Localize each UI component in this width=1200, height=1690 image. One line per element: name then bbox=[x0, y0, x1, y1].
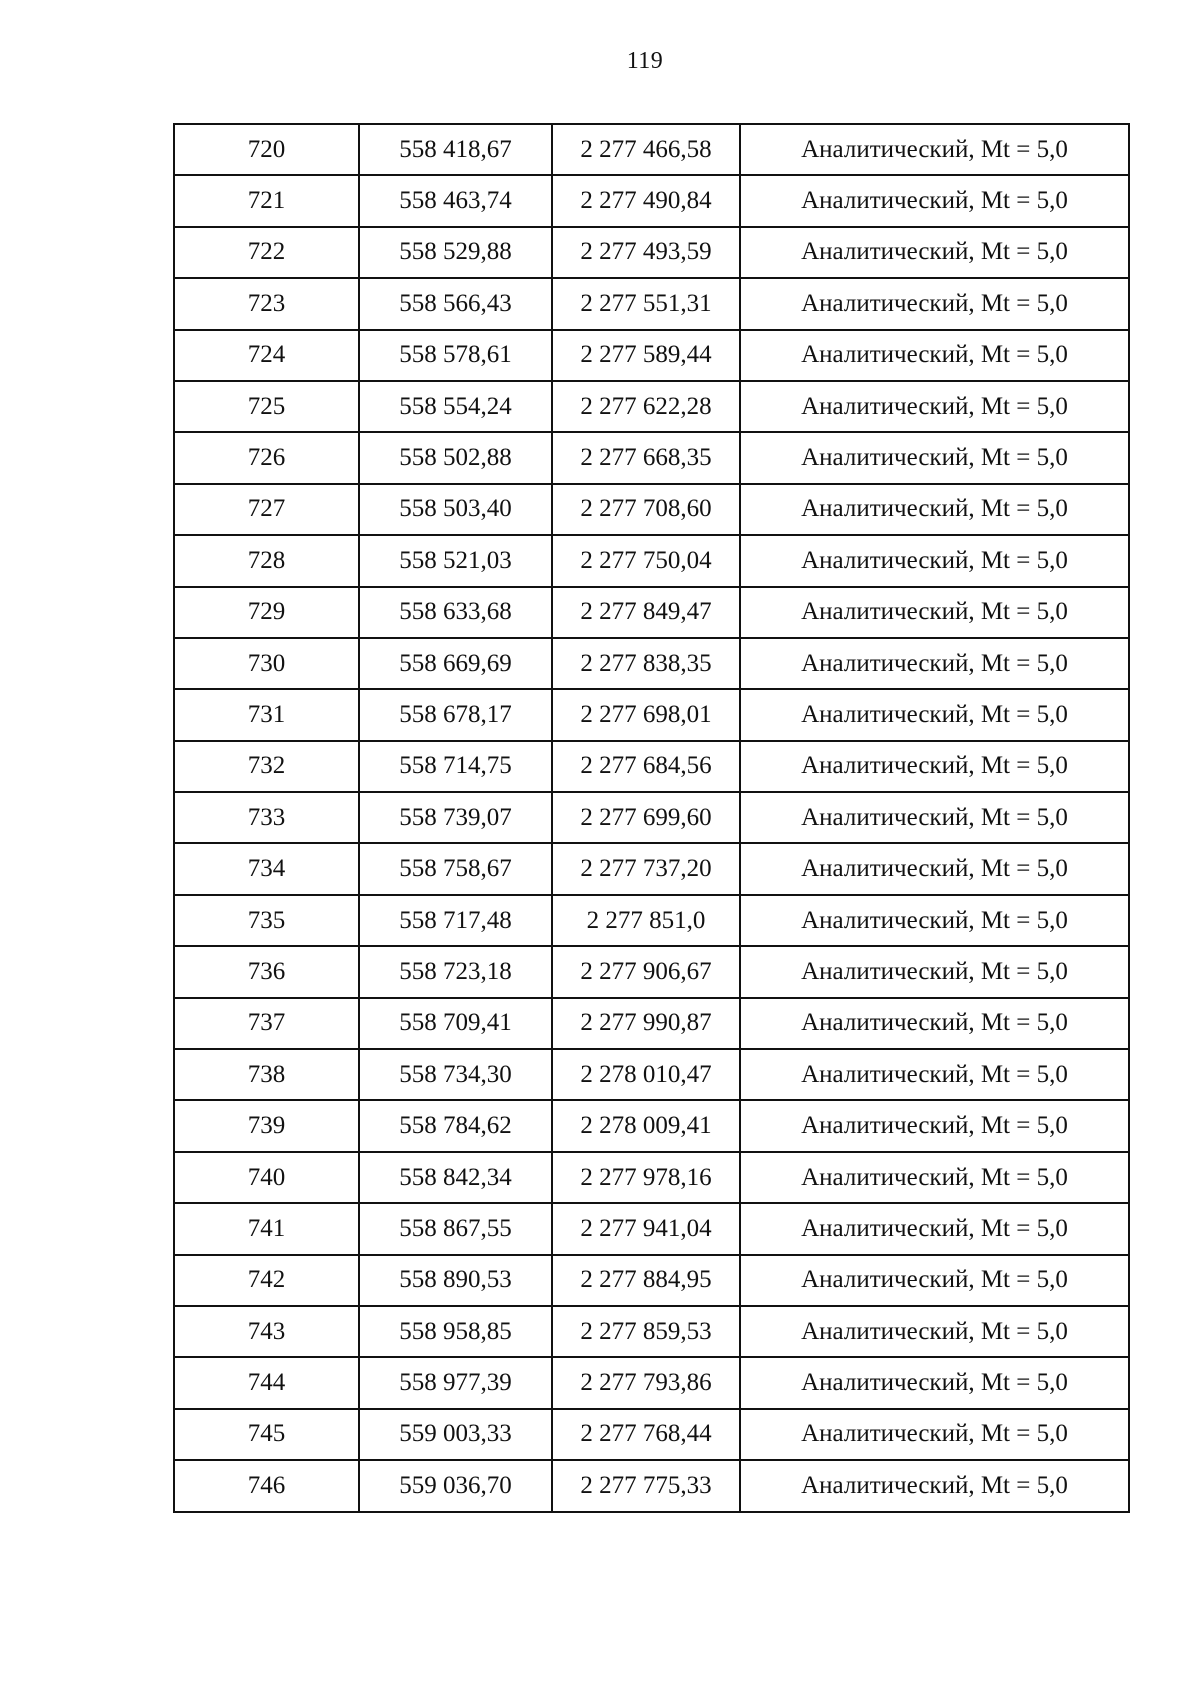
x-coordinate-cell: 558 633,68 bbox=[359, 587, 552, 638]
x-coordinate-cell: 558 958,85 bbox=[359, 1306, 552, 1357]
method-cell: Аналитический, Mt = 5,0 bbox=[740, 381, 1129, 432]
x-coordinate-cell: 558 758,67 bbox=[359, 843, 552, 894]
y-coordinate-cell: 2 277 884,95 bbox=[552, 1255, 740, 1306]
table-row bbox=[174, 330, 1129, 381]
point-number-cell: 732 bbox=[174, 741, 359, 792]
y-coordinate-cell: 2 277 768,44 bbox=[552, 1409, 740, 1460]
point-number-cell: 727 bbox=[174, 484, 359, 535]
method-cell: Аналитический, Mt = 5,0 bbox=[740, 227, 1129, 278]
table-row bbox=[174, 1203, 1129, 1254]
x-coordinate-cell: 558 503,40 bbox=[359, 484, 552, 535]
method-cell: Аналитический, Mt = 5,0 bbox=[740, 998, 1129, 1049]
point-number-cell: 720 bbox=[174, 124, 359, 175]
y-coordinate-cell: 2 277 708,60 bbox=[552, 484, 740, 535]
point-number-cell: 742 bbox=[174, 1255, 359, 1306]
x-coordinate-cell: 558 739,07 bbox=[359, 792, 552, 843]
x-coordinate-cell: 559 003,33 bbox=[359, 1409, 552, 1460]
x-coordinate-cell: 558 890,53 bbox=[359, 1255, 552, 1306]
point-number-cell: 725 bbox=[174, 381, 359, 432]
x-coordinate-cell: 558 734,30 bbox=[359, 1049, 552, 1100]
table-row bbox=[174, 1460, 1129, 1511]
x-coordinate-cell: 558 709,41 bbox=[359, 998, 552, 1049]
method-cell: Аналитический, Mt = 5,0 bbox=[740, 587, 1129, 638]
table-row bbox=[174, 1306, 1129, 1357]
y-coordinate-cell: 2 278 009,41 bbox=[552, 1100, 740, 1151]
x-coordinate-cell: 558 463,74 bbox=[359, 175, 552, 226]
table-row bbox=[174, 843, 1129, 894]
y-coordinate-cell: 2 277 941,04 bbox=[552, 1203, 740, 1254]
y-coordinate-cell: 2 277 978,16 bbox=[552, 1152, 740, 1203]
method-cell: Аналитический, Mt = 5,0 bbox=[740, 1460, 1129, 1511]
method-cell: Аналитический, Mt = 5,0 bbox=[740, 1100, 1129, 1151]
method-cell: Аналитический, Mt = 5,0 bbox=[740, 1409, 1129, 1460]
point-number-cell: 740 bbox=[174, 1152, 359, 1203]
point-number-cell: 739 bbox=[174, 1100, 359, 1151]
coordinates-table bbox=[173, 123, 1130, 1513]
x-coordinate-cell: 558 867,55 bbox=[359, 1203, 552, 1254]
point-number-cell: 735 bbox=[174, 895, 359, 946]
x-coordinate-cell: 559 036,70 bbox=[359, 1460, 552, 1511]
y-coordinate-cell: 2 277 775,33 bbox=[552, 1460, 740, 1511]
y-coordinate-cell: 2 277 838,35 bbox=[552, 638, 740, 689]
point-number-cell: 726 bbox=[174, 432, 359, 483]
method-cell: Аналитический, Mt = 5,0 bbox=[740, 1203, 1129, 1254]
page-number: 119 bbox=[626, 48, 664, 74]
y-coordinate-cell: 2 277 589,44 bbox=[552, 330, 740, 381]
method-cell: Аналитический, Mt = 5,0 bbox=[740, 895, 1129, 946]
method-cell: Аналитический, Mt = 5,0 bbox=[740, 175, 1129, 226]
y-coordinate-cell: 2 277 793,86 bbox=[552, 1357, 740, 1408]
method-cell: Аналитический, Mt = 5,0 bbox=[740, 432, 1129, 483]
method-cell: Аналитический, Mt = 5,0 bbox=[740, 1357, 1129, 1408]
table-row bbox=[174, 1409, 1129, 1460]
y-coordinate-cell: 2 277 699,60 bbox=[552, 792, 740, 843]
x-coordinate-cell: 558 678,17 bbox=[359, 689, 552, 740]
point-number-cell: 743 bbox=[174, 1306, 359, 1357]
method-cell: Аналитический, Mt = 5,0 bbox=[740, 535, 1129, 586]
table-row bbox=[174, 381, 1129, 432]
table-row bbox=[174, 1152, 1129, 1203]
x-coordinate-cell: 558 502,88 bbox=[359, 432, 552, 483]
y-coordinate-cell: 2 277 750,04 bbox=[552, 535, 740, 586]
point-number-cell: 721 bbox=[174, 175, 359, 226]
point-number-cell: 730 bbox=[174, 638, 359, 689]
point-number-cell: 745 bbox=[174, 1409, 359, 1460]
table-row bbox=[174, 689, 1129, 740]
x-coordinate-cell: 558 723,18 bbox=[359, 946, 552, 997]
method-cell: Аналитический, Mt = 5,0 bbox=[740, 638, 1129, 689]
point-number-cell: 723 bbox=[174, 278, 359, 329]
point-number-cell: 731 bbox=[174, 689, 359, 740]
y-coordinate-cell: 2 277 466,58 bbox=[552, 124, 740, 175]
table-row bbox=[174, 1255, 1129, 1306]
table-row bbox=[174, 792, 1129, 843]
table-row bbox=[174, 278, 1129, 329]
x-coordinate-cell: 558 418,67 bbox=[359, 124, 552, 175]
method-cell: Аналитический, Mt = 5,0 bbox=[740, 1152, 1129, 1203]
table-row bbox=[174, 1100, 1129, 1151]
x-coordinate-cell: 558 717,48 bbox=[359, 895, 552, 946]
point-number-cell: 728 bbox=[174, 535, 359, 586]
y-coordinate-cell: 2 277 851,0 bbox=[552, 895, 740, 946]
point-number-cell: 734 bbox=[174, 843, 359, 894]
point-number-cell: 738 bbox=[174, 1049, 359, 1100]
y-coordinate-cell: 2 277 622,28 bbox=[552, 381, 740, 432]
point-number-cell: 737 bbox=[174, 998, 359, 1049]
x-coordinate-cell: 558 977,39 bbox=[359, 1357, 552, 1408]
method-cell: Аналитический, Mt = 5,0 bbox=[740, 741, 1129, 792]
method-cell: Аналитический, Mt = 5,0 bbox=[740, 330, 1129, 381]
table-row bbox=[174, 175, 1129, 226]
x-coordinate-cell: 558 714,75 bbox=[359, 741, 552, 792]
table-row bbox=[174, 741, 1129, 792]
method-cell: Аналитический, Mt = 5,0 bbox=[740, 1306, 1129, 1357]
table-row bbox=[174, 1049, 1129, 1100]
table-row bbox=[174, 895, 1129, 946]
point-number-cell: 744 bbox=[174, 1357, 359, 1408]
y-coordinate-cell: 2 277 551,31 bbox=[552, 278, 740, 329]
point-number-cell: 724 bbox=[174, 330, 359, 381]
y-coordinate-cell: 2 277 668,35 bbox=[552, 432, 740, 483]
y-coordinate-cell: 2 277 906,67 bbox=[552, 946, 740, 997]
y-coordinate-cell: 2 277 990,87 bbox=[552, 998, 740, 1049]
y-coordinate-cell: 2 277 859,53 bbox=[552, 1306, 740, 1357]
y-coordinate-cell: 2 277 493,59 bbox=[552, 227, 740, 278]
table-row bbox=[174, 227, 1129, 278]
x-coordinate-cell: 558 842,34 bbox=[359, 1152, 552, 1203]
method-cell: Аналитический, Mt = 5,0 bbox=[740, 1049, 1129, 1100]
method-cell: Аналитический, Mt = 5,0 bbox=[740, 484, 1129, 535]
table-row bbox=[174, 484, 1129, 535]
table-row bbox=[174, 432, 1129, 483]
method-cell: Аналитический, Mt = 5,0 bbox=[740, 1255, 1129, 1306]
table-row bbox=[174, 638, 1129, 689]
method-cell: Аналитический, Mt = 5,0 bbox=[740, 124, 1129, 175]
table-row bbox=[174, 946, 1129, 997]
method-cell: Аналитический, Mt = 5,0 bbox=[740, 278, 1129, 329]
point-number-cell: 722 bbox=[174, 227, 359, 278]
method-cell: Аналитический, Mt = 5,0 bbox=[740, 792, 1129, 843]
table-row bbox=[174, 535, 1129, 586]
coordinates-table-body bbox=[174, 124, 1129, 1512]
point-number-cell: 746 bbox=[174, 1460, 359, 1511]
x-coordinate-cell: 558 554,24 bbox=[359, 381, 552, 432]
x-coordinate-cell: 558 566,43 bbox=[359, 278, 552, 329]
y-coordinate-cell: 2 277 490,84 bbox=[552, 175, 740, 226]
table-row bbox=[174, 998, 1129, 1049]
point-number-cell: 736 bbox=[174, 946, 359, 997]
method-cell: Аналитический, Mt = 5,0 bbox=[740, 843, 1129, 894]
x-coordinate-cell: 558 669,69 bbox=[359, 638, 552, 689]
y-coordinate-cell: 2 278 010,47 bbox=[552, 1049, 740, 1100]
x-coordinate-cell: 558 521,03 bbox=[359, 535, 552, 586]
point-number-cell: 729 bbox=[174, 587, 359, 638]
point-number-cell: 741 bbox=[174, 1203, 359, 1254]
method-cell: Аналитический, Mt = 5,0 bbox=[740, 946, 1129, 997]
table-row bbox=[174, 1357, 1129, 1408]
table-row bbox=[174, 124, 1129, 175]
method-cell: Аналитический, Mt = 5,0 bbox=[740, 689, 1129, 740]
y-coordinate-cell: 2 277 737,20 bbox=[552, 843, 740, 894]
y-coordinate-cell: 2 277 684,56 bbox=[552, 741, 740, 792]
point-number-cell: 733 bbox=[174, 792, 359, 843]
x-coordinate-cell: 558 784,62 bbox=[359, 1100, 552, 1151]
y-coordinate-cell: 2 277 698,01 bbox=[552, 689, 740, 740]
table-row bbox=[174, 587, 1129, 638]
x-coordinate-cell: 558 529,88 bbox=[359, 227, 552, 278]
y-coordinate-cell: 2 277 849,47 bbox=[552, 587, 740, 638]
x-coordinate-cell: 558 578,61 bbox=[359, 330, 552, 381]
